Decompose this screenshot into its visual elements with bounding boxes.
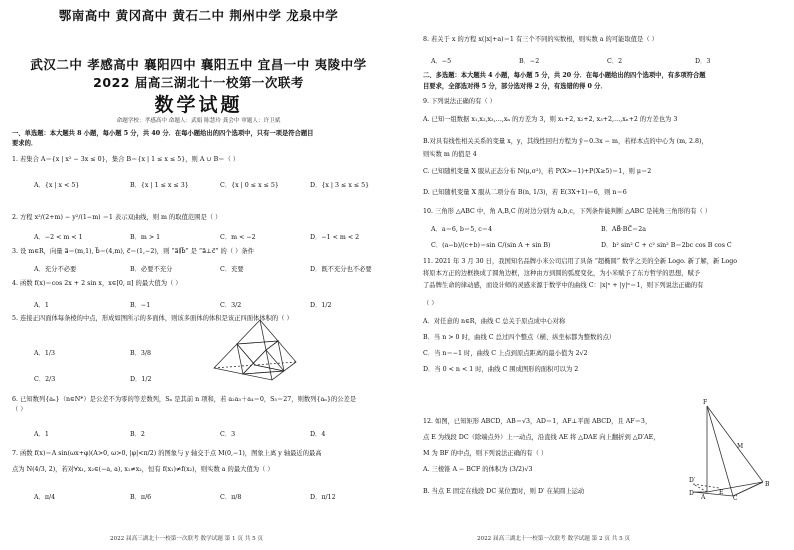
- school-line-1: 鄂南高中 黄冈高中 黄石二中 荆州中学 龙泉中学: [58, 8, 339, 23]
- school-line-2: 武汉二中 孝感高中 襄阳四中 襄阳五中 宜昌一中 夷陵中学: [30, 57, 367, 72]
- polyhedron-figure: [210, 318, 300, 382]
- answer-option: B．AB⃗·BC⃗＝2a: [601, 226, 646, 233]
- answer-option: C．(a−b)/(c+b)＝sin C/(sin A + sin B): [431, 242, 551, 249]
- question-line: 了品牌生命的律动感，而设计师的灵感来源于数学中的曲线 C：|x|ⁿ + |y|ⁿ＝1，则下列说法正确的有: [423, 282, 704, 289]
- label-C: C: [733, 495, 738, 500]
- question-line: 2. 方程 x²/(2+m) − y²/(1−m) ＝1 表示双曲线，则 m 的取值范围是（ ）: [12, 214, 222, 221]
- answer-option: B．m > 1: [130, 234, 161, 241]
- question-line: 8. 若关于 x 的方程 x(|x|+a)＝1 有三个不同的实数根，则实数 a 的可能取值是（ ）: [423, 36, 658, 43]
- answer-option: A．{x | x < 5}: [34, 182, 80, 189]
- answer-option: D．既不充分也不必要: [310, 266, 372, 273]
- question-line: 11. 2021 年 3 月 30 日，我国知名品牌小米公司启用了具备 “超椭圆” 数学之美的全新 Logo. 新了解，新 Logo: [423, 258, 738, 265]
- label-M: M: [737, 443, 744, 450]
- answer-option: C．3: [220, 431, 236, 438]
- answer-option: B．2: [130, 431, 145, 438]
- label-D-prime: D′: [689, 477, 696, 484]
- question-line: 10. 三角形 △ABC 中，角 A,B,C 的对边分别为 a,b,c，下列条件能判断 △ABC 是钝角三角形的有（ ）: [423, 208, 712, 215]
- question-line: （ ）: [12, 406, 27, 413]
- question-line: 1. 若集合 A＝{x | x² − 3x ≤ 0}，集合 B＝{x | 1 ≤ x ≤ 5}，则 A ∪ B＝（ ）: [12, 156, 240, 163]
- answer-option: A．−2 < m < 1: [34, 234, 83, 241]
- question-line: 一、单选题：本大题共 8 小题，每小题 5 分，共 40 分．在每小题给出的四个选项中，只有一项是符合题目: [12, 130, 314, 137]
- footer-page-2: 2022 届高三湖北十一校第一次联考 数学试题 第 2 页 共 5 页: [477, 536, 631, 542]
- answer-option: C．m < −2: [220, 234, 256, 241]
- question-line: 点 E 为线段 DC（除端点外）上一动点，沿直线 AE 将 △DAE 向上翻折到 △D′AE，: [423, 434, 660, 441]
- question-line: 要求的．: [12, 140, 38, 147]
- question-line: （ ）: [423, 300, 438, 307]
- folded-rectangle-figure: [689, 396, 773, 500]
- answer-option: A．1: [34, 431, 49, 438]
- question-line: C．当 n＝−1 时，曲线 C 上点到原点距离的最小值为 2√2: [423, 350, 588, 357]
- answer-option: C．3/2: [220, 302, 242, 309]
- question-line: M 为 BF 的中点，则下列说法正确的有（ ）: [423, 450, 548, 457]
- label-B: B: [765, 481, 770, 488]
- answer-option: A．−5: [431, 58, 452, 65]
- question-line: 12. 如图，已知矩形 ABCD，AB＝√3，AD＝1，AF⊥平面 ABCD，且 AF＝3，: [423, 418, 652, 425]
- question-line: A. 已知一组数据 x₁,x₂,x₃,…,xₙ 的方差为 3，则 x₁+2, x₂+2, x₃+2,…,xₙ+2 的方差也为 3: [423, 116, 678, 123]
- label-F: F: [703, 399, 708, 406]
- question-line: 9. 下列说法正确的有（ ）: [423, 98, 496, 105]
- question-line: B.对具有线性相关关系的变量 x，y，其线性回归方程为 ŷ＝0.3x − m，若样本点的中心为 (m, 2.8)，: [423, 138, 708, 145]
- question-line: 6. 已知数列{aₙ}（n∈N*）是公差不为零的等差数列，Sₙ 是其前 n 项和，若 a₂a₃＋a₄＝0，S₅＝27，则数列{aₙ}的公差是: [12, 396, 357, 403]
- question-line: 3. 设 m∈R，向量 a⃗＝(m,1), b⃗＝(4,m), c⃗＝(1,−2)，则 “a⃗∥b⃗” 是 “a⃗⊥c⃗” 的（ ）条件: [12, 248, 255, 255]
- page-title: 数学试题: [154, 94, 243, 116]
- exam-name: 2022 届高三湖北十一校第一次联考: [93, 75, 304, 90]
- label-D: D: [689, 490, 694, 497]
- question-line: 5. 连接正四面体每条棱的中点，形成如图所示的多面体，则该多面体的体积是该正四面体体积的（ ）: [12, 315, 293, 322]
- question-line: B．当 n > 0 时，曲线 C 总过四个整点（横、纵坐标都为整数的点）: [423, 334, 616, 341]
- question-line: 4. 函数 f(x)＝cos 2x + 2 sin x，x∈[0, π] 的最大值为（ ）: [12, 280, 182, 287]
- answer-option: D．π/12: [310, 494, 336, 501]
- question-line: D. 已知随机变量 X 服从二项分布 B(n, 1/3)，若 E(3X+1)＝6，则 n＝6: [423, 189, 627, 196]
- label-E: E: [719, 489, 724, 496]
- answer-option: D．1/2: [310, 302, 332, 309]
- answer-option: D．{x | 3 ≤ x ≤ 5}: [310, 182, 370, 189]
- answer-option: A．π/4: [34, 494, 56, 501]
- footer-page-1: 2022 届高三湖北十一校第一次联考 数学试题 第 1 页 共 5 页: [110, 536, 264, 542]
- answer-option: C．2: [607, 58, 623, 65]
- answer-option: A．a＝6, b＝5, c＝4: [431, 226, 493, 233]
- answer-option: D．−1 < m < 2: [310, 234, 360, 241]
- answer-option: A．1: [34, 302, 49, 309]
- question-line: A. 三棱锥 A − BCF 的体积为 (3/2)√3: [423, 466, 533, 473]
- answer-option: C．π/8: [220, 494, 242, 501]
- question-line: 7. 函数 f(x)＝A sin(ωx+φ)(A>0, ω>0, |φ|<π/2) 的图象与 y 轴交于点 M(0,−1)，图象上离 y 轴最近的最高: [12, 450, 322, 457]
- answer-option: D．b² sin² C + c² sin² B＝2bc cos B cos C: [601, 242, 732, 249]
- answer-option: A．1/3: [34, 350, 55, 357]
- question-line: 则实数 m 的值是 4: [423, 151, 477, 158]
- answer-option: B．−1: [130, 302, 151, 309]
- answer-option: D．4: [310, 431, 326, 438]
- answer-option: B．{x | 1 ≤ x ≤ 3}: [130, 182, 189, 189]
- answer-option: B．π/6: [130, 494, 152, 501]
- answer-option: C．{x | 0 ≤ x ≤ 5}: [220, 182, 279, 189]
- answer-option: C．2/3: [34, 376, 56, 383]
- answer-option: D．3: [695, 58, 711, 65]
- answer-option: D．1/2: [130, 376, 152, 383]
- question-line: A．对任意的 n∈R，曲线 C 总关于原点成中心对称: [423, 318, 566, 325]
- question-line: 将原本方正的边框换成了圆角边框，这种由方到圆的弧度变化，为小米赋予了东方哲学的思想，赋予: [423, 270, 701, 277]
- question-line: C. 已知随机变量 X 服从正态分布 N(μ,σ²)，若 P(X>−1)+P(X≥5)＝1，则 μ＝2: [423, 168, 652, 175]
- question-line: B. 当点 E 固定在线段 DC 某位置时，则 D′ 在某圆上运动: [423, 488, 585, 495]
- label-A: A: [701, 494, 706, 500]
- answer-option: C．充要: [220, 266, 244, 273]
- question-line: 二、多选题：本大题共 4 小题，每小题 5 分，共 20 分．在每小题给出的四个选项中，有多项符合题: [423, 72, 706, 79]
- page-right: [397, 0, 794, 550]
- question-line: 点为 N(4/3, 2)，若对∀x₁, x₂∈(−a, a), x₁≠x₂，恒有 f(x₁)≠f(x₂)，则实数 a 的最大值为（ ）: [12, 466, 274, 473]
- staff-line: 命题学校：孝感高中 命题人：武娟 陈慧玲 龚会中 审题人：许卫斌: [116, 118, 281, 124]
- answer-option: B．必要不充分: [130, 266, 173, 273]
- answer-option: B．3/8: [130, 350, 152, 357]
- answer-option: A．充分不必要: [34, 266, 77, 273]
- question-line: 目要求，全部选对得 5 分，部分选对得 2 分，有选错的得 0 分．: [423, 83, 607, 90]
- answer-option: B．−2: [519, 58, 540, 65]
- question-line: D．当 0 < n < 1 时，曲线 C 围成图形的面积可以为 2: [423, 366, 579, 373]
